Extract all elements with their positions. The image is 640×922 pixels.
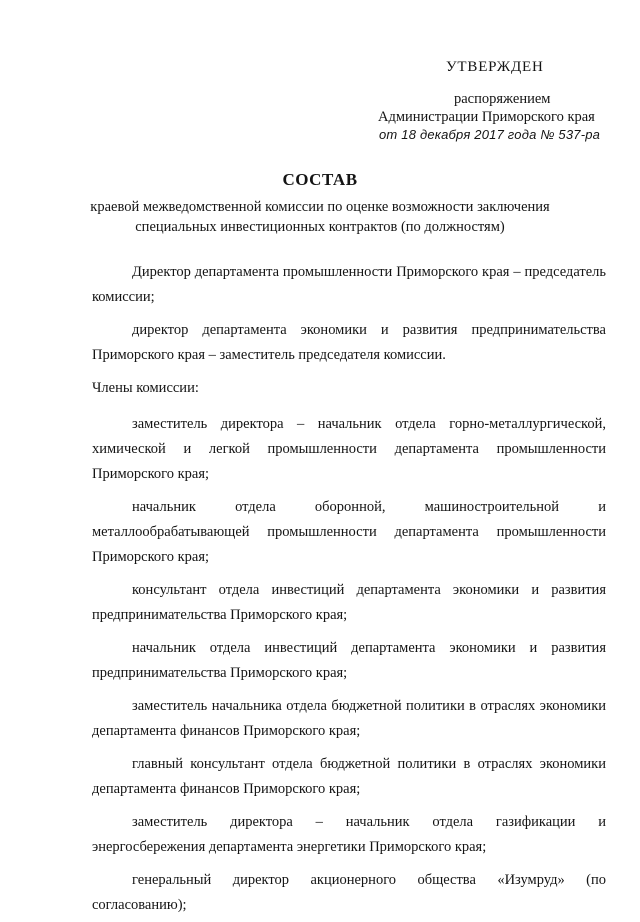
- approval-by-order: распоряжением: [454, 91, 551, 107]
- paragraph-chairman: Директор департамента промышленности Приморского края – председатель комиссии;: [92, 264, 606, 305]
- document-title: СОСТАВ: [282, 170, 358, 189]
- member-item: главный консультант отдела бюджетной политики в отраслях экономики департамента финансов Приморского края;: [92, 756, 606, 797]
- member-item: заместитель директора – начальник отдела горно-металлургической, химической и легкой промышленности департамента промышленности Приморского края;: [92, 416, 606, 482]
- document-subtitle: краевой межведомственной комиссии по оценке возможности заключения специальных инвестиционных контрактов (по должностям): [90, 199, 550, 235]
- member-item: консультант отдела инвестиций департамента экономики и развития предпринимательства Приморского края;: [92, 582, 606, 623]
- members-heading: Члены комиссии:: [92, 380, 199, 396]
- document-body: [92, 260, 606, 922]
- paragraph-deputy-chairman: директор департамента экономики и развития предпринимательства Приморского края – заместитель председателя комиссии.: [92, 322, 606, 363]
- approval-block: [370, 58, 610, 144]
- member-item: заместитель начальника отдела бюджетной политики в отраслях экономики департамента финансов Приморского края;: [92, 698, 606, 739]
- member-item: начальник отдела оборонной, машиностроительной и металлообрабатывающей промышленности департамента промышленности Приморского края;: [92, 499, 606, 565]
- member-item: генеральный директор акционерного общества «Изумруд» (по согласованию);: [92, 872, 606, 913]
- member-item: заместитель директора – начальник отдела газификации и энергосбережения департамента энергетики Приморского края;: [92, 814, 606, 855]
- approved-heading: УТВЕРЖДЕН: [446, 59, 544, 75]
- approval-administration: Администрации Приморского края: [378, 109, 595, 125]
- member-item: начальник отдела инвестиций департамента экономики и развития предпринимательства Приморского края;: [92, 640, 606, 681]
- approval-date-number: от 18 декабря 2017 года № 537-ра: [379, 127, 601, 142]
